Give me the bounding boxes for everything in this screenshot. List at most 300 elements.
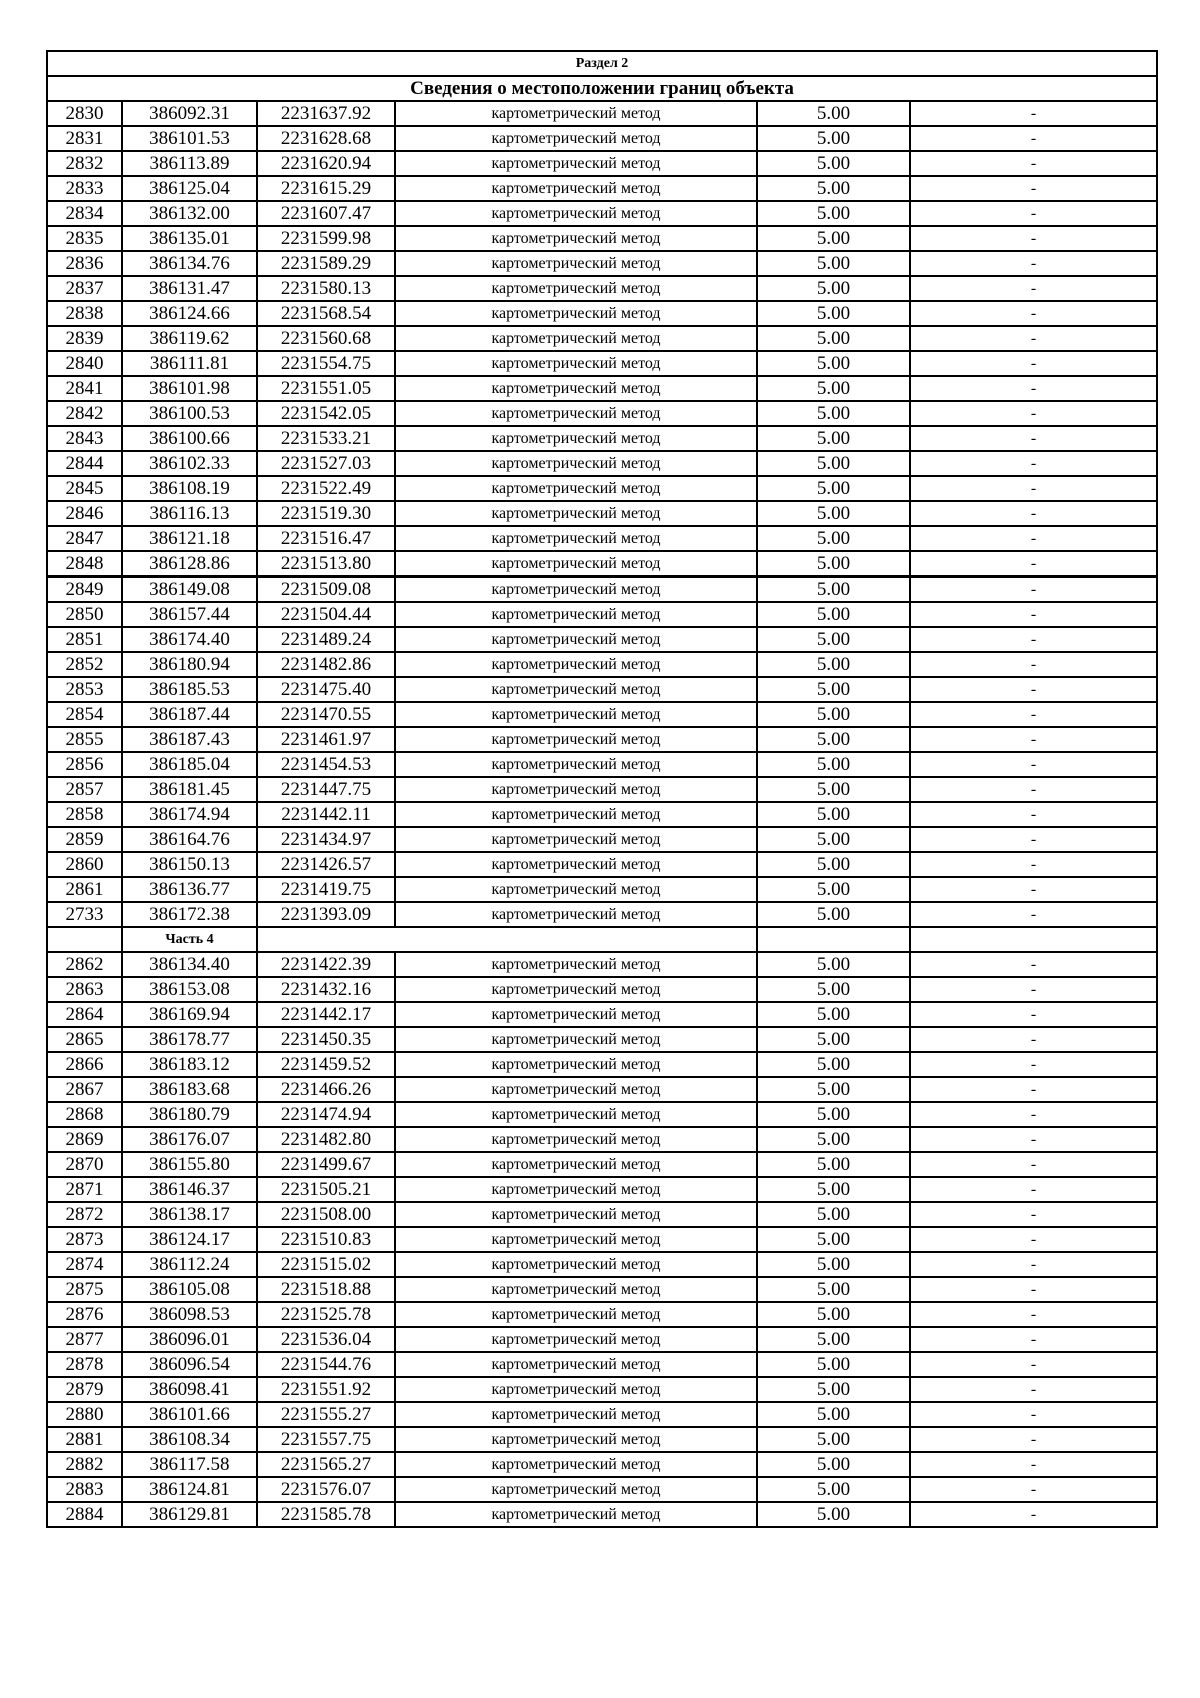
table-row [47,476,1157,501]
accuracy-cell: 5.00 [757,652,910,677]
title-row [47,76,1157,101]
y-coordinate-cell: 2231466.26 [257,1077,395,1102]
description-cell: - [910,351,1157,376]
y-coordinate-cell: 2231554.75 [257,351,395,376]
point-number-cell: 2845 [47,476,122,501]
method-cell: картометрический метод [395,326,757,351]
y-coordinate-cell: 2231519.30 [257,501,395,526]
x-coordinate-cell: 386134.76 [122,251,257,276]
accuracy-cell: 5.00 [757,1102,910,1127]
description-cell: - [910,176,1157,201]
accuracy-cell: 5.00 [757,877,910,902]
accuracy-cell: 5.00 [757,1177,910,1202]
method-cell: картометрический метод [395,677,757,702]
y-coordinate-cell: 2231442.11 [257,802,395,827]
table-row [47,401,1157,426]
table-row [47,902,1157,927]
point-number-cell: 2881 [47,1427,122,1452]
table-row [47,551,1157,577]
table-row [47,501,1157,526]
description-cell: - [910,727,1157,752]
description-cell: - [910,326,1157,351]
description-cell: - [910,1027,1157,1052]
description-cell: - [910,226,1157,251]
x-coordinate-cell: 386174.40 [122,627,257,652]
y-coordinate-cell: 2231551.92 [257,1377,395,1402]
description-cell: - [910,877,1157,902]
point-number-cell: 2868 [47,1102,122,1127]
table-body [47,51,1157,1527]
point-number-cell: 2852 [47,652,122,677]
y-coordinate-cell: 2231513.80 [257,551,395,577]
table-row [47,201,1157,226]
method-cell: картометрический метод [395,1452,757,1477]
point-number-cell: 2837 [47,276,122,301]
accuracy-cell: 5.00 [757,251,910,276]
table-row [47,426,1157,451]
point-number-cell: 2836 [47,251,122,276]
y-coordinate-cell: 2231505.21 [257,1177,395,1202]
table-row [47,1102,1157,1127]
point-number-cell: 2839 [47,326,122,351]
method-cell: картометрический метод [395,1302,757,1327]
method-cell: картометрический метод [395,1227,757,1252]
description-cell: - [910,652,1157,677]
description-cell: - [910,1002,1157,1027]
method-cell: картометрический метод [395,1102,757,1127]
table-row [47,727,1157,752]
method-cell: картометрический метод [395,551,757,577]
y-coordinate-cell: 2231447.75 [257,777,395,802]
method-cell: картометрический метод [395,226,757,251]
table-row [47,1052,1157,1077]
x-coordinate-cell: 386119.62 [122,326,257,351]
method-cell: картометрический метод [395,426,757,451]
description-cell: - [910,577,1157,603]
description-cell: - [910,852,1157,877]
y-coordinate-cell: 2231589.29 [257,251,395,276]
description-cell: - [910,1327,1157,1352]
table-title: Сведения о местоположении границ объекта [47,76,1157,101]
y-coordinate-cell: 2231475.40 [257,677,395,702]
point-number-cell: 2860 [47,852,122,877]
description-cell: - [910,677,1157,702]
point-number-cell: 2879 [47,1377,122,1402]
x-coordinate-cell: 386176.07 [122,1127,257,1152]
description-cell: - [910,1227,1157,1252]
accuracy-cell: 5.00 [757,151,910,176]
x-coordinate-cell: 386132.00 [122,201,257,226]
description-cell: - [910,627,1157,652]
description-cell: - [910,1077,1157,1102]
accuracy-cell: 5.00 [757,1277,910,1302]
method-cell: картометрический метод [395,1077,757,1102]
point-number-cell: 2858 [47,802,122,827]
x-coordinate-cell: 386174.94 [122,802,257,827]
x-coordinate-cell: 386187.43 [122,727,257,752]
y-coordinate-cell: 2231585.78 [257,1502,395,1527]
table-row [47,1177,1157,1202]
x-coordinate-cell: 386121.18 [122,526,257,551]
y-coordinate-cell: 2231551.05 [257,376,395,401]
y-coordinate-cell: 2231504.44 [257,602,395,627]
description-cell: - [910,301,1157,326]
y-coordinate-cell: 2231533.21 [257,426,395,451]
x-coordinate-cell: 386131.47 [122,276,257,301]
x-coordinate-cell: 386101.98 [122,376,257,401]
x-coordinate-cell: 386124.81 [122,1477,257,1502]
description-cell: - [910,276,1157,301]
table-row [47,1377,1157,1402]
table-row [47,1127,1157,1152]
x-coordinate-cell: 386124.66 [122,301,257,326]
method-cell: картометрический метод [395,351,757,376]
table-row [47,126,1157,151]
method-cell: картометрический метод [395,376,757,401]
accuracy-cell: 5.00 [757,1327,910,1352]
table-row [47,802,1157,827]
description-cell: - [910,376,1157,401]
description-cell: - [910,952,1157,977]
y-coordinate-cell: 2231442.17 [257,1002,395,1027]
table-row [47,577,1157,603]
y-coordinate-cell: 2231510.83 [257,1227,395,1252]
point-number-cell: 2838 [47,301,122,326]
point-number-cell: 2863 [47,977,122,1002]
x-coordinate-cell: 386157.44 [122,602,257,627]
x-coordinate-cell: 386111.81 [122,351,257,376]
point-number-cell: 2865 [47,1027,122,1052]
accuracy-cell: 5.00 [757,551,910,577]
x-coordinate-cell: 386153.08 [122,977,257,1002]
method-cell: картометрический метод [395,1177,757,1202]
y-coordinate-cell: 2231565.27 [257,1452,395,1477]
method-cell: картометрический метод [395,1327,757,1352]
table-row [47,602,1157,627]
point-number-cell: 2831 [47,126,122,151]
accuracy-cell: 5.00 [757,702,910,727]
accuracy-cell: 5.00 [757,1227,910,1252]
part-empty-cell [257,927,757,952]
point-number-cell: 2857 [47,777,122,802]
y-coordinate-cell: 2231434.97 [257,827,395,852]
part-label: Часть 4 [122,927,257,952]
table-row [47,1002,1157,1027]
description-cell: - [910,1402,1157,1427]
accuracy-cell: 5.00 [757,301,910,326]
y-coordinate-cell: 2231516.47 [257,526,395,551]
description-cell: - [910,1352,1157,1377]
method-cell: картометрический метод [395,1027,757,1052]
description-cell: - [910,777,1157,802]
table-row [47,301,1157,326]
method-cell: картометрический метод [395,702,757,727]
y-coordinate-cell: 2231560.68 [257,326,395,351]
x-coordinate-cell: 386108.19 [122,476,257,501]
method-cell: картометрический метод [395,802,757,827]
point-number-cell: 2842 [47,401,122,426]
x-coordinate-cell: 386155.80 [122,1152,257,1177]
description-cell: - [910,702,1157,727]
x-coordinate-cell: 386124.17 [122,1227,257,1252]
table-row [47,1327,1157,1352]
method-cell: картометрический метод [395,176,757,201]
point-number-cell: 2850 [47,602,122,627]
x-coordinate-cell: 386113.89 [122,151,257,176]
point-number-cell: 2840 [47,351,122,376]
accuracy-cell: 5.00 [757,1427,910,1452]
accuracy-cell: 5.00 [757,1302,910,1327]
method-cell: картометрический метод [395,652,757,677]
y-coordinate-cell: 2231568.54 [257,301,395,326]
point-number-cell: 2869 [47,1127,122,1152]
description-cell: - [910,1377,1157,1402]
method-cell: картометрический метод [395,827,757,852]
accuracy-cell: 5.00 [757,201,910,226]
x-coordinate-cell: 386134.40 [122,952,257,977]
table-row [47,877,1157,902]
description-cell: - [910,401,1157,426]
y-coordinate-cell: 2231482.80 [257,1127,395,1152]
x-coordinate-cell: 386105.08 [122,1277,257,1302]
method-cell: картометрический метод [395,1352,757,1377]
table-row [47,251,1157,276]
accuracy-cell: 5.00 [757,677,910,702]
x-coordinate-cell: 386116.13 [122,501,257,526]
y-coordinate-cell: 2231527.03 [257,451,395,476]
method-cell: картометрический метод [395,902,757,927]
description-cell: - [910,1302,1157,1327]
description-cell: - [910,1102,1157,1127]
accuracy-cell: 5.00 [757,802,910,827]
point-number-cell: 2851 [47,627,122,652]
y-coordinate-cell: 2231509.08 [257,577,395,603]
accuracy-cell: 5.00 [757,476,910,501]
x-coordinate-cell: 386187.44 [122,702,257,727]
description-cell: - [910,827,1157,852]
method-cell: картометрический метод [395,602,757,627]
accuracy-cell: 5.00 [757,126,910,151]
method-cell: картометрический метод [395,1052,757,1077]
point-number-cell: 2882 [47,1452,122,1477]
accuracy-cell: 5.00 [757,1152,910,1177]
method-cell: картометрический метод [395,952,757,977]
y-coordinate-cell: 2231419.75 [257,877,395,902]
table-row [47,1452,1157,1477]
y-coordinate-cell: 2231474.94 [257,1102,395,1127]
method-cell: картометрический метод [395,1377,757,1402]
y-coordinate-cell: 2231522.49 [257,476,395,501]
point-number-cell: 2830 [47,101,122,126]
description-cell: - [910,1477,1157,1502]
description-cell: - [910,1252,1157,1277]
table-row [47,176,1157,201]
method-cell: картометрический метод [395,301,757,326]
method-cell: картометрический метод [395,101,757,126]
method-cell: картометрический метод [395,401,757,426]
accuracy-cell: 5.00 [757,1027,910,1052]
x-coordinate-cell: 386092.31 [122,101,257,126]
point-number-cell: 2871 [47,1177,122,1202]
accuracy-cell: 5.00 [757,752,910,777]
accuracy-cell: 5.00 [757,827,910,852]
table-row [47,376,1157,401]
description-cell: - [910,451,1157,476]
point-number-cell: 2854 [47,702,122,727]
accuracy-cell: 5.00 [757,1452,910,1477]
point-number-cell: 2876 [47,1302,122,1327]
point-number-cell: 2841 [47,376,122,401]
table-row [47,101,1157,126]
table-row [47,677,1157,702]
method-cell: картометрический метод [395,276,757,301]
point-number-cell: 2880 [47,1402,122,1427]
point-number-cell: 2832 [47,151,122,176]
method-cell: картометрический метод [395,752,757,777]
x-coordinate-cell: 386183.68 [122,1077,257,1102]
description-cell: - [910,902,1157,927]
description-cell: - [910,101,1157,126]
description-cell: - [910,1177,1157,1202]
y-coordinate-cell: 2231518.88 [257,1277,395,1302]
accuracy-cell: 5.00 [757,451,910,476]
table-row [47,1402,1157,1427]
section-label: Раздел 2 [47,51,1157,76]
y-coordinate-cell: 2231525.78 [257,1302,395,1327]
y-coordinate-cell: 2231544.76 [257,1352,395,1377]
table-row [47,1227,1157,1252]
method-cell: картометрический метод [395,977,757,1002]
y-coordinate-cell: 2231470.55 [257,702,395,727]
method-cell: картометрический метод [395,727,757,752]
description-cell: - [910,1502,1157,1527]
boundary-coordinates-table [46,50,1158,1528]
method-cell: картометрический метод [395,1402,757,1427]
accuracy-cell: 5.00 [757,176,910,201]
y-coordinate-cell: 2231450.35 [257,1027,395,1052]
y-coordinate-cell: 2231454.53 [257,752,395,777]
point-number-cell: 2733 [47,902,122,927]
y-coordinate-cell: 2231426.57 [257,852,395,877]
method-cell: картометрический метод [395,1152,757,1177]
table-row [47,827,1157,852]
table-row [47,652,1157,677]
y-coordinate-cell: 2231461.97 [257,727,395,752]
y-coordinate-cell: 2231489.24 [257,627,395,652]
point-number-cell: 2833 [47,176,122,201]
method-cell: картометрический метод [395,777,757,802]
accuracy-cell: 5.00 [757,1352,910,1377]
accuracy-cell: 5.00 [757,101,910,126]
part-empty-cell [47,927,122,952]
y-coordinate-cell: 2231607.47 [257,201,395,226]
table-row [47,1077,1157,1102]
accuracy-cell: 5.00 [757,952,910,977]
x-coordinate-cell: 386101.53 [122,126,257,151]
x-coordinate-cell: 386136.77 [122,877,257,902]
y-coordinate-cell: 2231557.75 [257,1427,395,1452]
y-coordinate-cell: 2231628.68 [257,126,395,151]
method-cell: картометрический метод [395,1202,757,1227]
point-number-cell: 2867 [47,1077,122,1102]
accuracy-cell: 5.00 [757,1127,910,1152]
point-number-cell: 2834 [47,201,122,226]
accuracy-cell: 5.00 [757,1377,910,1402]
point-number-cell: 2883 [47,1477,122,1502]
point-number-cell: 2844 [47,451,122,476]
method-cell: картометрический метод [395,627,757,652]
method-cell: картометрический метод [395,852,757,877]
x-coordinate-cell: 386098.41 [122,1377,257,1402]
accuracy-cell: 5.00 [757,326,910,351]
method-cell: картометрический метод [395,1277,757,1302]
table-row [47,977,1157,1002]
accuracy-cell: 5.00 [757,1252,910,1277]
accuracy-cell: 5.00 [757,351,910,376]
x-coordinate-cell: 386135.01 [122,226,257,251]
x-coordinate-cell: 386108.34 [122,1427,257,1452]
description-cell: - [910,1277,1157,1302]
table-row [47,1252,1157,1277]
y-coordinate-cell: 2231536.04 [257,1327,395,1352]
table-row [47,351,1157,376]
y-coordinate-cell: 2231580.13 [257,276,395,301]
x-coordinate-cell: 386185.53 [122,677,257,702]
accuracy-cell: 5.00 [757,1502,910,1527]
x-coordinate-cell: 386100.66 [122,426,257,451]
y-coordinate-cell: 2231637.92 [257,101,395,126]
method-cell: картометрический метод [395,1477,757,1502]
point-number-cell: 2878 [47,1352,122,1377]
x-coordinate-cell: 386117.58 [122,1452,257,1477]
x-coordinate-cell: 386150.13 [122,852,257,877]
point-number-cell: 2872 [47,1202,122,1227]
table-row [47,702,1157,727]
x-coordinate-cell: 386096.54 [122,1352,257,1377]
accuracy-cell: 5.00 [757,501,910,526]
x-coordinate-cell: 386128.86 [122,551,257,577]
x-coordinate-cell: 386146.37 [122,1177,257,1202]
y-coordinate-cell: 2231555.27 [257,1402,395,1427]
table-row [47,526,1157,551]
accuracy-cell: 5.00 [757,1402,910,1427]
accuracy-cell: 5.00 [757,226,910,251]
method-cell: картометрический метод [395,251,757,276]
point-number-cell: 2856 [47,752,122,777]
part-empty-cell [910,927,1157,952]
table-row [47,752,1157,777]
accuracy-cell: 5.00 [757,1077,910,1102]
point-number-cell: 2870 [47,1152,122,1177]
method-cell: картометрический метод [395,501,757,526]
y-coordinate-cell: 2231508.00 [257,1202,395,1227]
method-cell: картометрический метод [395,476,757,501]
x-coordinate-cell: 386102.33 [122,451,257,476]
x-coordinate-cell: 386138.17 [122,1202,257,1227]
x-coordinate-cell: 386169.94 [122,1002,257,1027]
description-cell: - [910,602,1157,627]
description-cell: - [910,977,1157,1002]
method-cell: картометрический метод [395,1127,757,1152]
x-coordinate-cell: 386101.66 [122,1402,257,1427]
table-row [47,1302,1157,1327]
table-row [47,1202,1157,1227]
y-coordinate-cell: 2231515.02 [257,1252,395,1277]
accuracy-cell: 5.00 [757,526,910,551]
y-coordinate-cell: 2231542.05 [257,401,395,426]
description-cell: - [910,251,1157,276]
method-cell: картометрический метод [395,151,757,176]
